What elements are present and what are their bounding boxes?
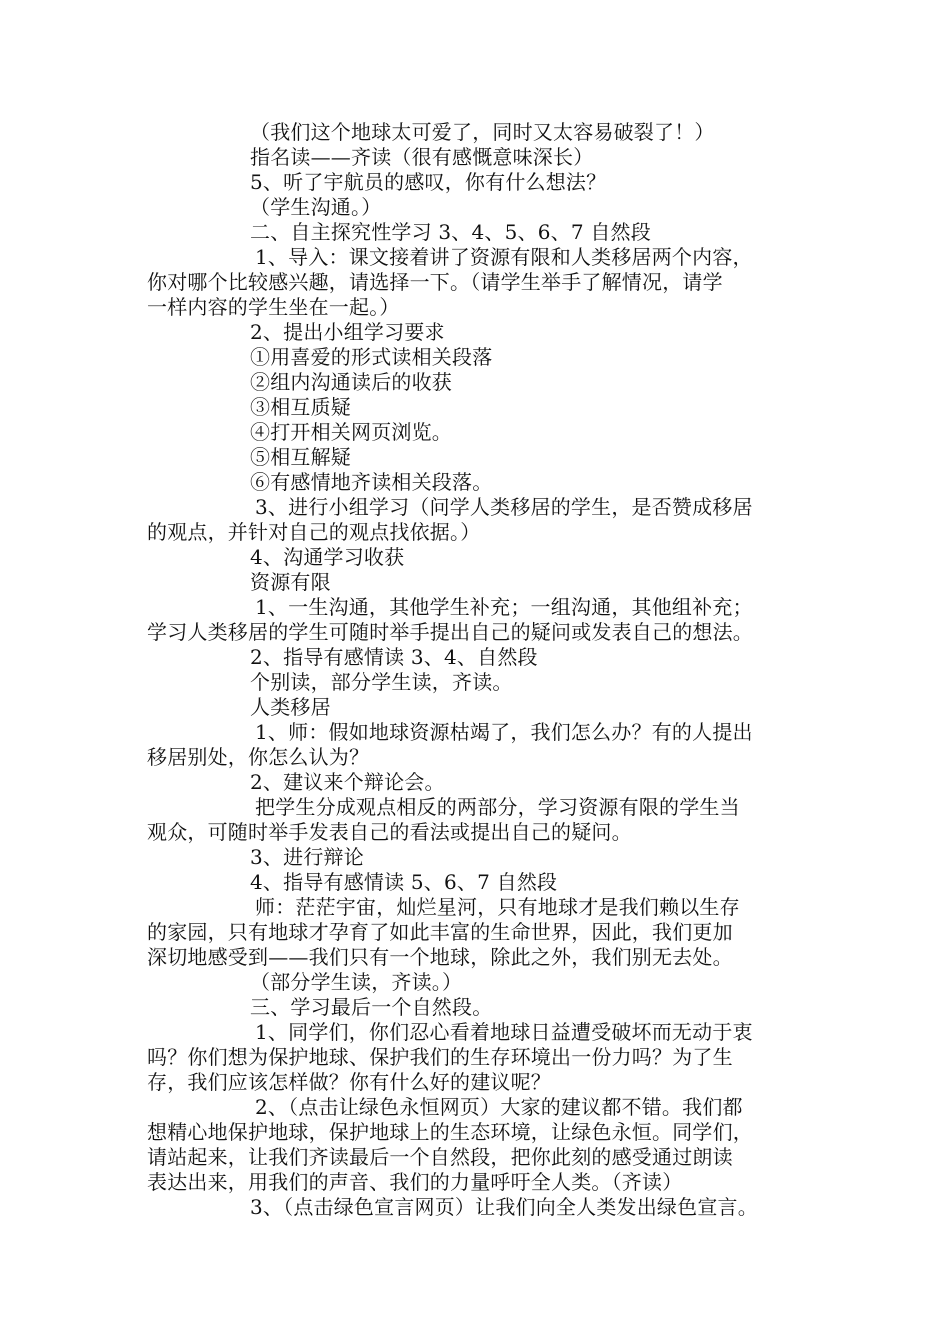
text-line: 移居别处，你怎么认为？ [147,745,370,769]
text-line: 的家园，只有地球才孕育了如此丰富的生命世界，因此，我们更加 [147,920,733,944]
text-line: 2、（点击让绿色永恒网页）大家的建议都不错。我们都 [255,1095,743,1119]
text-line: 观众，可随时举手发表自己的看法或提出自己的疑问。 [147,820,632,844]
text-line: ⑥有感情地齐读相关段落。 [250,470,493,494]
text-line: 二、自主探究性学习 3、4、5、6、7 自然段 [250,220,651,244]
text-line: 学习人类移居的学生可随时举手提出自己的疑问或发表自己的想法。 [147,620,753,644]
text-line: 1、师：假如地球资源枯竭了，我们怎么办？有的人提出 [255,720,753,744]
text-line: 3、（点击绿色宣言网页）让我们向全人类发出绿色宣言。 [250,1195,758,1219]
text-line: 三、学习最后一个自然段。 [250,995,493,1019]
text-line: 请站起来，让我们齐读最后一个自然段，把你此刻的感受通过朗读 [147,1145,733,1169]
text-line: 深切地感受到——我们只有一个地球，除此之外，我们别无去处。 [147,945,733,969]
text-line: 资源有限 [250,570,331,594]
text-line: 想精心地保护地球，保护地球上的生态环境，让绿色永恒。同学们， [147,1120,753,1144]
text-line: 4、指导有感情读 5、6、7 自然段 [250,870,558,894]
text-line: 3、进行小组学习（问学人类移居的学生，是否赞成移居 [255,495,753,519]
text-line: 1、导入：课文接着讲了资源有限和人类移居两个内容， [255,245,753,269]
text-line: 个别读，部分学生读，齐读。 [250,670,513,694]
text-line: ⑤相互解疑 [250,445,351,469]
text-line: 师：茫茫宇宙，灿烂星河，只有地球才是我们赖以生存 [255,895,740,919]
text-line: 你对哪个比较感兴趣，请选择一下。（请学生举手了解情况，请学 [147,270,723,294]
text-line: ④打开相关网页浏览。 [250,420,452,444]
text-line: 5、听了宇航员的感叹，你有什么想法？ [250,170,607,194]
text-line: 2、提出小组学习要求 [250,320,445,344]
text-line: ①用喜爱的形式读相关段落 [250,345,493,369]
text-line: 1、同学们，你们忍心看着地球日益遭受破坏而无动于衷 [255,1020,753,1044]
text-line: 吗？你们想为保护地球、保护我们的生存环境出一份力吗？为了生 [147,1045,733,1069]
text-line: 把学生分成观点相反的两部分，学习资源有限的学生当 [255,795,740,819]
text-line: 1、一生沟通，其他学生补充；一组沟通，其他组补充； [255,595,753,619]
text-line: 4、沟通学习收获 [250,545,405,569]
text-line: 一样内容的学生坐在一起。） [147,295,400,319]
text-line: 3、进行辩论 [250,845,364,869]
text-line: （部分学生读，齐读。） [250,970,463,994]
text-line: 存，我们应该怎样做？你有什么好的建议呢？ [147,1070,551,1094]
text-line: 2、指导有感情读 3、4、自然段 [250,645,538,669]
text-line: 人类移居 [250,695,331,719]
text-line: ②组内沟通读后的收获 [250,370,452,394]
text-line: （我们这个地球太可爱了，同时又太容易破裂了！） [250,120,715,144]
text-line: ③相互质疑 [250,395,351,419]
text-line: 2、建议来个辩论会。 [250,770,445,794]
document-body [147,120,817,1220]
text-line: 的观点，并针对自己的观点找依据。） [147,520,481,544]
text-line: 指名读——齐读（很有感慨意味深长） [250,145,594,169]
text-line: 表达出来，用我们的声音、我们的力量呼吁全人类。（齐读） [147,1170,683,1194]
text-line: （学生沟通。） [250,195,382,219]
